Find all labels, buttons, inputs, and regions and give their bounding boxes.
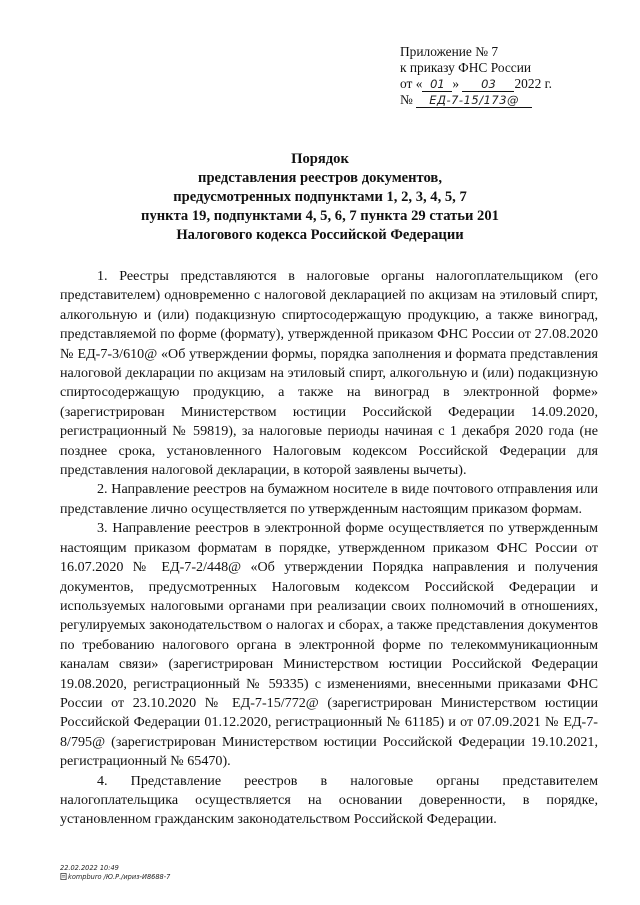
print-footer (60, 864, 170, 882)
document-body (60, 267, 598, 830)
handwritten-day: 01 (422, 78, 452, 92)
title-line-5: Налогового кодекса Российской Федерации (176, 227, 464, 243)
title-line-3: предусмотренных подпунктами 1, 2, 3, 4, 5, 7 (173, 189, 467, 205)
title-line-2: представления реестров документов, (198, 170, 442, 186)
handwritten-order-number: ЕД-7-15/173@ (416, 94, 532, 108)
appendix-header (400, 44, 600, 108)
footer-path: kompburo /Ю.Р./ириз-И8688-7 (68, 873, 171, 881)
date-prefix: от « (400, 76, 423, 91)
handwritten-month: 03 (462, 78, 514, 92)
paragraph-1: 1. Реестры представляются в налоговые органы налогоплательщиком (его представителем) одновременно с налоговой декларацией по акцизам на этиловый спирт, алкогольную и (или) подакцизную спиртосодержащую продукцию, а также виноград, представляемой по форме (формату), утвержденной приказом ФНС России от 27.08.2020 № ЕД-7-3/610@ «Об утверждении формы, порядка заполнения и формата представления налоговой декларации по акцизам на этиловый спирт, алкогольную и (или) подакцизную спиртосодержащую продукцию, а также на виноград в электронной форме» (зарегистрирован Министерством юстиции Российской Федерации 14.09.2020, регистрационный № 59819), за налоговые периоды начиная с 1 декабря 2020 года (не позднее срока, установленного Налоговым кодексом Российской Федерации для представления налоговой декларации, в которой заявлены вычеты). (60, 268, 598, 479)
order-date (400, 76, 600, 92)
paragraph-4: 4. Представление реестров в налоговые органы представителем налогоплательщика осуществляется на основании доверенности, в порядке, установленном гражданским законодательством Российской Федерации. (60, 772, 598, 828)
document-title (60, 150, 580, 245)
title-line-1: Порядок (291, 151, 349, 167)
paragraph-3: 3. Направление реестров в электронной форме осуществляется по утвержденным настоящим приказом форматам в порядке, утвержденном приказом ФНС России от 16.07.2020 № ЕД-7-2/448@ «Об утверждении Порядка направления и получения документов, предусмотренных Налоговым кодексом Российской Федерации и используемых налоговыми органами при реализации своих полномочий в отношениях, регулируемых законодательством о налогах и сборах, а также представления документов по требованию налогового органа в электронной форме по телекоммуникационным каналам связи» (зарегистрирован Министерством юстиции Российской Федерации 19.08.2020, регистрационный № 59335) с изменениями, внесенными приказами ФНС России от 23.10.2020 № ЕД-7-15/772@ (зарегистрирован Министерством юстиции Российской Федерации 01.12.2020, регистрационный № 61185) и от 07.09.2021 № ЕД-7-8/795@ (зарегистрирован Министерством юстиции Российской Федерации 19.10.2021, регистрационный № 65470). (60, 520, 598, 770)
date-mid: » (452, 76, 460, 91)
appendix-label: Приложение № 7 (400, 44, 499, 59)
paragraph-2: 2. Направление реестров на бумажном носителе в виде почтового отправления или представление лично осуществляется по утвержденным настоящим приказом формам. (60, 481, 598, 517)
footer-path-row (60, 873, 170, 882)
footer-timestamp: 22.02.2022 10:49 (60, 864, 119, 872)
order-reference: к приказу ФНС России (400, 60, 532, 75)
title-line-4: пункта 19, подпунктами 4, 5, 6, 7 пункта 29 статьи 201 (141, 208, 499, 224)
date-suffix: 2022 г. (514, 76, 552, 91)
file-icon (60, 873, 67, 880)
order-number (400, 92, 600, 108)
number-prefix: № (400, 92, 413, 107)
